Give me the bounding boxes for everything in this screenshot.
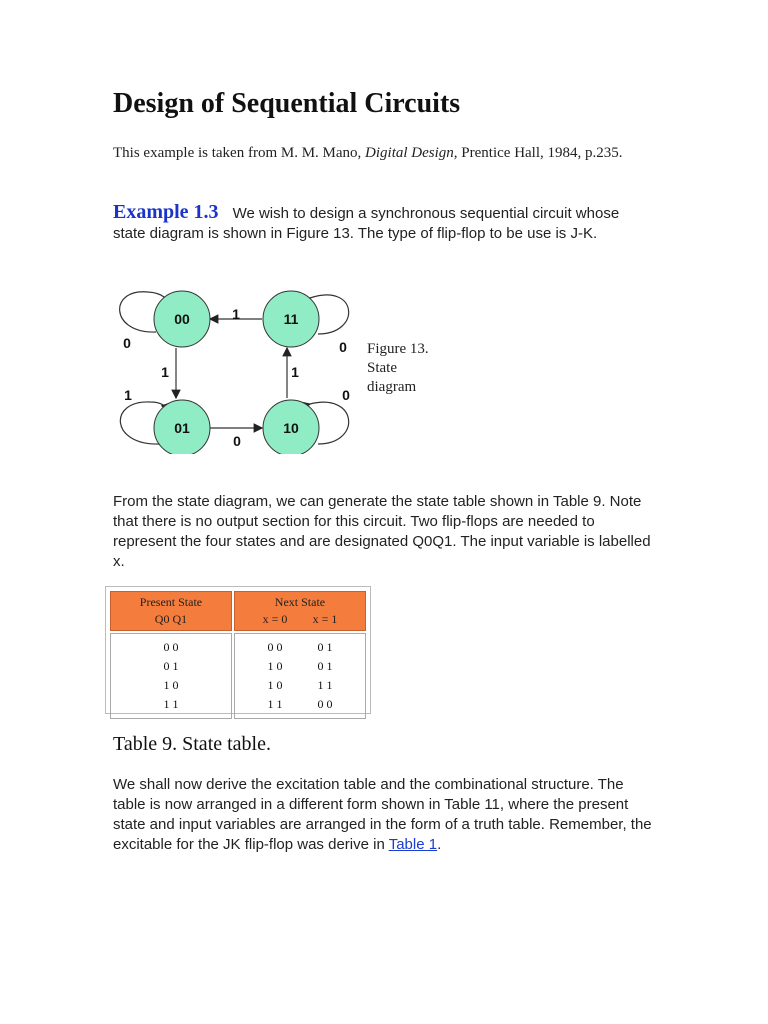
state-label-01: 01: [174, 420, 190, 436]
page-title: Design of Sequential Circuits: [113, 88, 461, 119]
x1-header: x = 1: [312, 612, 338, 626]
next-state-cell: 0 0 0 1 1 0 0 1 1 0 1 1 1 1 0 0: [234, 633, 366, 719]
paragraph-excitation: [113, 775, 653, 855]
label-self-00: 0: [123, 335, 131, 351]
state-label-10: 10: [283, 420, 299, 436]
figure-caption: Figure 13. State diagram: [367, 341, 429, 395]
paragraph-state-table: From the state diagram, we can generate the state table shown in Table 9. Note that there is no output section for this circuit. Two flip-flops are needed to represent the four states and are designated Q0Q1. The input variable is labelled x.: [113, 493, 651, 570]
state-diagram: [110, 282, 360, 454]
intro-text: [113, 144, 673, 163]
table-1-link[interactable]: Table 1: [388, 836, 438, 853]
example-text: We wish to design a synchronous sequential circuit whose state diagram is shown in Figure 13. The type of flip-flop to be use is J-K.: [113, 205, 620, 242]
label-edge-11-00: 1: [232, 306, 240, 322]
x0-header: x = 0: [262, 612, 288, 626]
intro-before: This example is taken from M. M. Mano,: [113, 145, 366, 161]
book-title: Digital Design: [365, 145, 454, 161]
intro-after: , Prentice Hall, 1984, p.235.: [453, 145, 623, 161]
label-edge-10-11: 1: [291, 364, 299, 380]
present-state-cell: 0 0 0 1 1 0 1 1: [110, 633, 232, 719]
table-caption: Table 9. State table.: [113, 733, 271, 755]
state-table: [108, 589, 368, 721]
label-self-11: 0: [339, 339, 347, 355]
label-edge-01-10: 0: [233, 433, 241, 449]
example-label: Example 1.3: [113, 201, 219, 223]
label-self-01: 1: [124, 387, 132, 403]
paragraph-excitation-end: .: [437, 836, 442, 853]
state-table-container: [105, 586, 371, 714]
paragraph-excitation-text: We shall now derive the excitation table and the combinational structure. The table is now arranged in a different form shown in Table 11, where the present state and input variables are arranged in the form of a truth table. Remember, the excitable for the JK flip-flop was derive in: [113, 776, 652, 853]
label-edge-00-01: 1: [161, 364, 169, 380]
state-label-00: 00: [174, 311, 190, 327]
next-state-header: Next State x = 0 x = 1: [234, 591, 366, 631]
present-state-header: Present State Q0 Q1: [110, 591, 232, 631]
state-label-11: 11: [283, 311, 299, 327]
example-block: [113, 202, 653, 244]
label-self-10: 0: [342, 387, 350, 403]
